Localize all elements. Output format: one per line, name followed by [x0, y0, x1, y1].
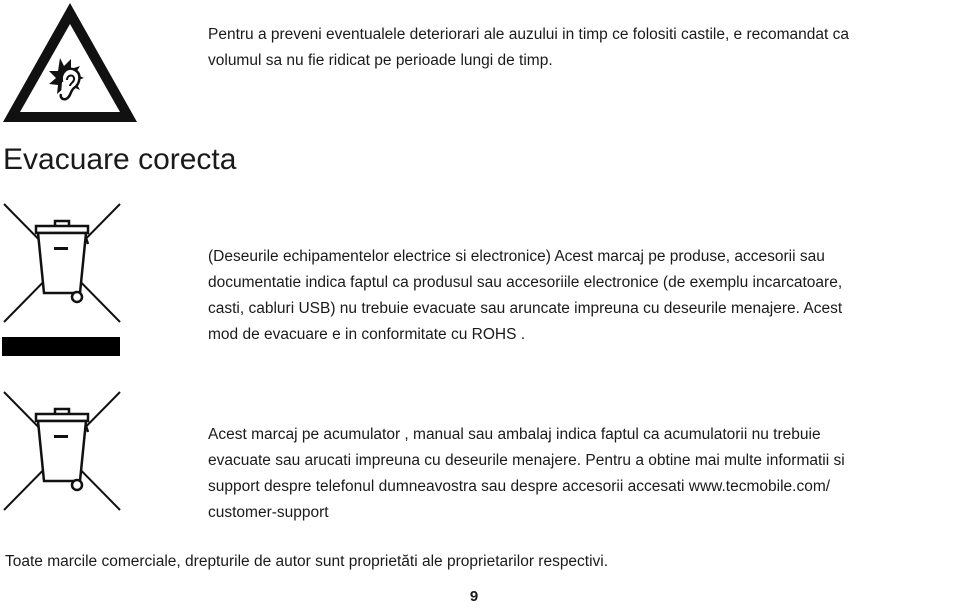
battery-line: customer-support [208, 504, 329, 521]
weee-line: documentatie indica faptul ca produsul sau accesoriile electronice (de exemplu incarcatoare, [208, 274, 843, 291]
section-heading: Evacuare corecta [3, 143, 237, 176]
hearing-warning-text [208, 22, 953, 74]
page-number: 9 [469, 588, 479, 605]
battery-text [208, 422, 953, 526]
hearing-warning-line: Pentru a preveni eventualele deteriorari ale auzului in timp ce folositi castile, e recomandat ca [208, 26, 850, 43]
battery-line: support despre telefonul dumneavostra sau despre accesorii accesati www.tecmobile.com/ [208, 478, 831, 495]
battery-line: evacuate sau arucati impreuna cu deseurile menajere. Pentru a obtine mai multe informatii si [208, 452, 845, 469]
weee-line: mod de evacuare e in conformitate cu ROHS . [208, 326, 526, 343]
battery-line: Acest marcaj pe acumulator , manual sau ambalaj indica faptul ca acumulatorii nu trebuie [208, 426, 821, 443]
weee-line: (Deseurile echipamentelor electrice si electronice) Acest marcaj pe produse, accesorii sau [208, 248, 825, 265]
crossed-out-bin-battery-icon [0, 388, 124, 518]
hearing-warning-line: volumul sa nu fie ridicat pe perioade lungi de timp. [208, 52, 553, 69]
crossed-out-wheelie-bin-icon [0, 200, 124, 360]
hearing-warning-triangle-icon [0, 0, 140, 125]
weee-line: casti, cabluri USB) nu trebuie evacuate sau aruncate impreuna cu deseurile menajere. Acest [208, 300, 843, 317]
weee-text [208, 244, 953, 348]
trademark-notice: Toate marcile comerciale, drepturile de autor sunt proprietăti ale proprietarilor respectivi. [5, 553, 609, 570]
